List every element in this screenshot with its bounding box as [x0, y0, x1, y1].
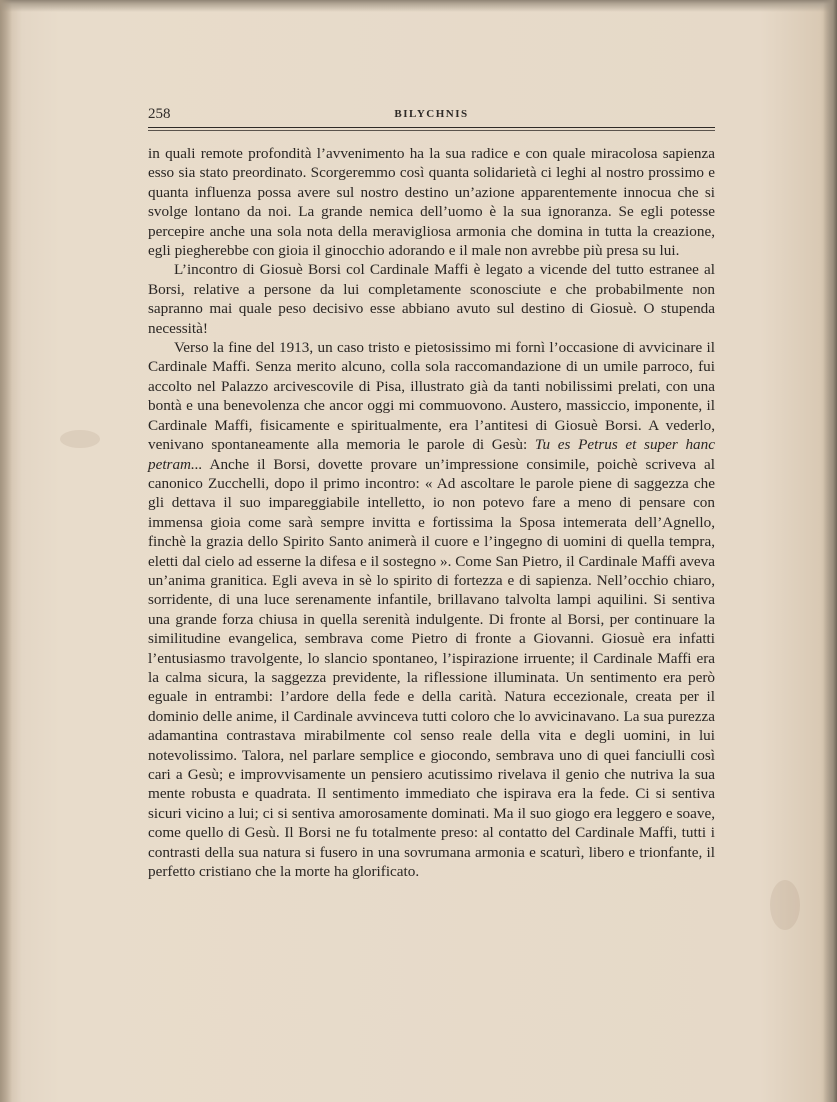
- running-header: [148, 106, 715, 126]
- header-rule: [148, 127, 715, 128]
- paragraph-3: [148, 338, 715, 881]
- header-rule-thin: [148, 130, 715, 131]
- paper-stain: [60, 430, 100, 448]
- article-body: [148, 144, 715, 881]
- paragraph-1: in quali remote profondità l’avvenimento ha la sua radice e con quale miracolosa sapienza esso sia stato preordinato. Scorgeremmo così quanta solidarietà ci leghi al nostro prossimo e quanta influenza possa avere sul nostro destino un’azione apparentemente innocua che si svolge lontano da noi. La grande nemica dell’uomo è la sua ignoranza. Se egli potesse percepire anche una sola nota della meravigliosa armonia che domina in tutta la creazione, egli piegherebbe con gioia il ginocchio adorando e il male non avrebbe più presa su lui.: [148, 145, 715, 260]
- journal-title: BILYCHNIS: [394, 108, 469, 120]
- paragraph-3-text-start: Verso la fine del 1913, un caso tristo e pietosissimo mi fornì l’occasione di avvicinare il Cardinale Maffi. Senza merito alcuno, colla sola raccomandazione di un umile parroco, fui accolto nel Palazzo arcivescovile di Pisa, illustrato già da tanti nobilissimi prelati, con una bontà e una benevolenza che ancor oggi mi commuovono. Austero, massiccio, imponente, il Cardinale Maffi, fisicamente e spiritualmente, era l’antitesi di Giosuè Borsi. A vederlo, venivano spontaneamente alla memoria le parole di Gesù:: [148, 339, 715, 454]
- paragraph-2: L’incontro di Giosuè Borsi col Cardinale Maffi è legato a vicende del tutto estranee al Borsi, relative a persone da lui completamente sconosciute e che probabilmente non sapranno mai quale peso decisivo esse abbiano avuto sul destino di Giosuè. O stupenda necessità!: [148, 261, 715, 337]
- paragraph-3-text-end: Anche il Borsi, dovette provare un’impressione consimile, poichè scriveva al canonico Zucchelli, dopo il primo incontro: « Ad ascoltare le parole piene di saggezza che gli dettava il suo impareggiabile intelletto, io non potevo fare a meno di pensare con immensa gioia come sarà sempre invitta e fortissima la Sposa intemerata dell’Agnello, finchè la grazia dello Spirito Santo animerà il cuore e l’ingegno di uomini di quella tempra, eletti dal cielo ad esserne la difesa e il sostegno ». Come San Pietro, il Cardinale Maffi aveva un’anima granitica. Egli aveva in sè lo spirito di fortezza e di sapienza. Nell’occhio chiaro, sorridente, di una luce serenamente infantile, brillavano talvolta lampi aquilini. Si sentiva una grande forza chiusa in quella serenità indulgente. Di fronte al Borsi, per continuare la similitudine evangelica, sembrava come Pietro di fronte a Giovanni. Giosuè era infatti l’entusiasmo travolgente, lo slancio spontaneo, l’ispirazione irruente; il Cardinale Maffi era la calma sicura, la saggezza previdente, la riflessione illuminata. Un sentimento era però eguale in entrambi: l’ardore della fede e della carità. Natura eccezionale, creata per il dominio delle anime, il Cardinale avvinceva tutti coloro che lo avvicinavano. La sua purezza adamantina contrastava mirabilmente col senso reale della vita e degli uomini, in lui notevolissimo. Talora, nel parlare semplice e giocondo, sembrava uno di quei fanciulli così cari a Gesù; e improvvisamente un pensiero acutissimo rivelava il genio che nutriva la sua mente robusta e quadrata. Il sentimento immediato che ispirava era la fede. Ci si sentiva sicuri vicino a lui; ci si sentiva amorosamente dominati. Ma il suo giogo era leggero e soave, come quello di Gesù. Il Borsi ne fu totalmente preso: al contatto del Cardinale Maffi, tutti i contrasti della sua natura si fusero in una sovrumana armonia e scaturì, libero e trionfante, il perfetto cristiano che la morte ha glorificato.: [148, 455, 715, 881]
- page-left-edge-shadow: [0, 0, 12, 1102]
- page-top-edge-shadow: [0, 0, 837, 12]
- page-right-edge-shadow: [823, 0, 837, 1102]
- latin-quotation: Tu es Petrus et super hanc petram...: [148, 436, 715, 473]
- page-number: 258: [148, 106, 171, 122]
- paper-stain: [770, 880, 800, 930]
